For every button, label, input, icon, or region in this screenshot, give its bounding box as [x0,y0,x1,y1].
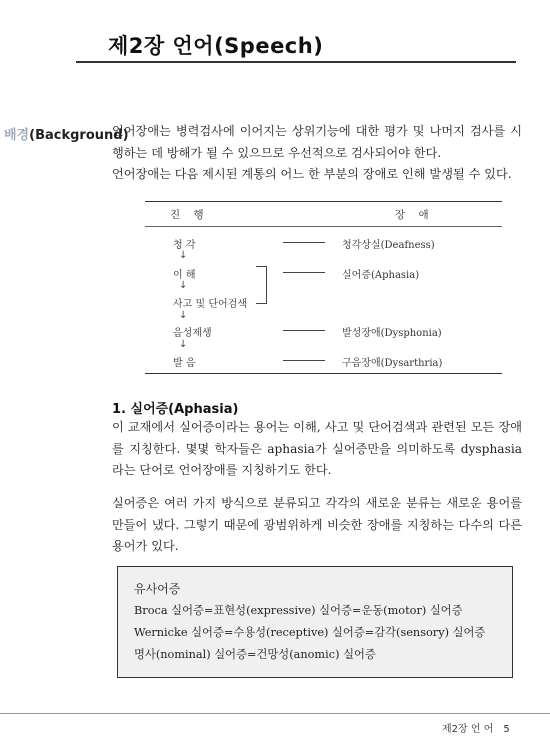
side-label-text: (Background) [29,128,129,143]
intro-paragraph-2: 언어장애는 다음 제시된 계통의 어느 한 부분의 장애로 인해 발생될 수 있다. [112,167,512,181]
table-row-disorder: 실어증(Aphasia) [342,270,420,281]
section-heading: 1. 실어증(Aphasia) [112,402,239,417]
side-label-accent: 배경 [4,128,30,143]
synonyms-title: 유사어증 [134,582,181,596]
table-bracket [256,266,267,304]
table-row-process: 청 각 [173,240,196,251]
chapter-title: 제2장 언어(Speech) [108,34,324,58]
table-connector-line [283,242,325,243]
down-arrow-icon: ↓ [179,280,188,291]
down-arrow-icon: ↓ [179,339,188,350]
table-row-process: 사고 및 단어검색 [173,299,247,310]
table-top-rule [145,201,502,202]
down-arrow-icon: ↓ [179,310,188,321]
table-row-process: 이 해 [173,270,196,281]
down-arrow-icon: ↓ [179,250,188,261]
synonyms-line: 명사(nominal) 실어증=건망성(anomic) 실어증 [134,648,376,661]
footer [442,720,510,735]
table-row-process: 음성제생 [173,328,212,339]
table-row-disorder: 구음장애(Dysarthria) [342,358,443,369]
table-header-process: 진 행 [170,209,209,221]
synonyms-line: Wernicke 실어증=수용성(receptive) 실어증=감각(sensory) 실어증 [134,626,486,639]
footer-chapter: 제2장 언 어 [442,724,494,735]
table-bottom-rule [145,373,502,374]
page-number: 5 [503,724,510,735]
footer-rule [0,713,550,714]
table-connector-line [283,330,325,331]
side-label [4,124,129,143]
table-row-disorder: 발성장애(Dysphonia) [342,328,442,339]
table-header-disorder: 장 애 [395,209,434,221]
table-row-process: 발 음 [173,358,196,369]
title-rule [76,61,516,63]
table-connector-line [283,360,325,361]
table-header-rule [145,226,502,227]
table-row-disorder: 청각상실(Deafness) [342,240,435,251]
section-paragraph-1: 이 교재에서 실어증이라는 용어는 이해, 사고 및 단어검색과 관련된 모든 장애를 지칭한다. 몇몇 학자들은 aphasia가 실어증만을 의미하도록 dysphasia라는 단어로 언어장애를 지칭하기도 한다. [112,420,522,477]
synonyms-line: Broca 실어증=표현성(expressive) 실어증=운동(motor) 실어증 [134,604,463,617]
section-paragraph-2: 실어증은 여러 가지 방식으로 분류되고 각각의 새로운 분류는 새로운 용어를 만들어 냈다. 그렇기 때문에 광범위하게 비슷한 장애를 지칭하는 다수의 다른 용어가 있다. [112,496,522,553]
intro-paragraph-1: 언어장애는 병력검사에 이어지는 상위기능에 대한 평가 및 나머지 검사를 시행하는 데 방해가 될 수 있으므로 우선적으로 검사되어야 한다. [112,124,522,160]
table-connector-line [283,272,325,273]
